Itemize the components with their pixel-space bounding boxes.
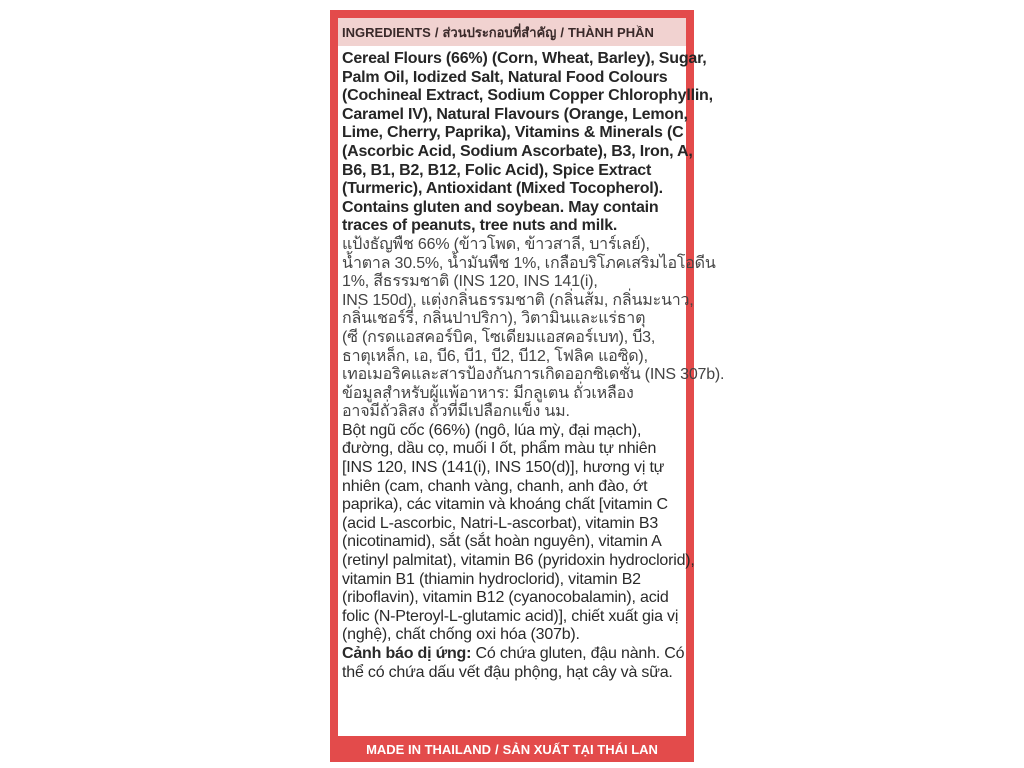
english-line: Palm Oil, Iodized Salt, Natural Food Colours <box>342 68 668 86</box>
vietnamese-line: đường, dầu cọ, muối I ốt, phẩm màu tự nhiên <box>342 440 657 458</box>
english-line: B6, B1, B2, B12, Folic Acid), Spice Extract <box>342 161 652 179</box>
vietnamese-line: (riboflavin), vitamin B12 (cyanocobalamin), acid <box>342 589 669 607</box>
thai-line: (ซี (กรดแอสคอร์บิค, โซเดียมแอสคอร์เบท), บี3, <box>342 328 656 346</box>
vietnamese-line: Bột ngũ cốc (66%) (ngô, lúa mỳ, đại mạch), <box>342 421 642 439</box>
thai-line: ธาตุเหล็ก, เอ, บี6, บี1, บี2, บี12, โฟลิค แอซิด), <box>342 347 648 365</box>
english-line: (Turmeric), Antioxidant (Mixed Tocopherol). <box>342 180 663 198</box>
thai-line: INS 150d), แต่งกลิ่นธรรมชาติ (กลิ่นส้ม, กลิ่นมะนาว, <box>342 291 694 309</box>
vietnamese-ingredients-block <box>342 421 695 682</box>
footer-origin-vi: SẢN XUẤT TẠI THÁI LAN <box>502 741 658 757</box>
vietnamese-line: (nghệ), chất chống oxi hóa (307b). <box>342 626 580 644</box>
header-title-en: INGREDIENTS <box>342 24 431 40</box>
english-line: Caramel IV), Natural Flavours (Orange, Lemon, <box>342 105 688 123</box>
thai-line: แป้งธัญพืช 66% (ข้าวโพด, ข้าวสาลี, บาร์เลย์), <box>342 235 650 253</box>
thai-line: 1%, สีธรรมชาติ (INS 120, INS 141(i), <box>342 273 598 291</box>
english-line: traces of peanuts, tree nuts and milk. <box>342 217 618 235</box>
english-line: Lime, Cherry, Paprika), Vitamins & Minerals (C <box>342 124 684 142</box>
header-title-th: ส่วนประกอบที่สำคัญ <box>442 24 557 40</box>
allergen-warning-line-1 <box>342 645 685 664</box>
footer-separator: / <box>495 741 499 757</box>
thai-line: อาจมีถั่วลิสง ถั่วที่มีเปลือกแข็ง นม. <box>342 403 570 421</box>
english-line: (Ascorbic Acid, Sodium Ascorbate), B3, Iron, A, <box>342 142 693 160</box>
header-title-vi: THÀNH PHẦN <box>567 24 654 40</box>
vietnamese-line: vitamin B1 (thiamin hydroclorid), vitamin B2 <box>342 570 641 588</box>
allergen-warning-text: Có chứa gluten, đậu nành. Có <box>475 645 685 662</box>
footer-origin-en: MADE IN THAILAND <box>366 741 492 757</box>
allergen-warning-line-2: thể có chứa dấu vết đậu phộng, hạt cây và sữa. <box>342 663 673 681</box>
thai-line: เทอเมอริคและสารป้องกันการเกิดออกซิเดชั่น (INS 307b). <box>342 366 725 384</box>
header-separator-1: / <box>434 24 439 40</box>
vietnamese-line: (nicotinamid), sắt (sắt hoàn nguyên), vitamin A <box>342 533 662 551</box>
thai-line: น้ำตาล 30.5%, น้ำมันพืช 1%, เกลือบริโภคเสริมไอโอดีน <box>342 254 716 272</box>
vietnamese-line: nhiên (cam, chanh vàng, chanh, anh đào, ớt <box>342 477 648 495</box>
english-line: Contains gluten and soybean. May contain <box>342 198 659 216</box>
ingredients-header <box>338 18 686 46</box>
header-separator-2: / <box>560 24 564 40</box>
vietnamese-line: paprika), các vitamin và khoáng chất [vitamin C <box>342 496 668 514</box>
vietnamese-line: (retinyl palmitat), vitamin B6 (pyridoxin hydroclorid), <box>342 552 695 570</box>
vietnamese-line: (acid L-ascorbic, Natri-L-ascorbat), vitamin B3 <box>342 514 659 532</box>
english-line: Cereal Flours (66%) (Corn, Wheat, Barley), Sugar, <box>342 50 707 67</box>
ingredients-label-panel <box>330 10 725 762</box>
english-ingredients-block <box>342 50 713 236</box>
ingredients-text-box <box>338 46 725 736</box>
english-line: (Cochineal Extract, Sodium Copper Chlorophyllin, <box>342 87 713 105</box>
thai-ingredients-block <box>342 235 725 422</box>
origin-footer <box>330 736 694 762</box>
vietnamese-line: [INS 120, INS (141(i), INS 150(d)], hương vị tự <box>342 459 665 477</box>
thai-line: กลิ่นเชอร์รี่, กลิ่นปาปริกา), วิตามินและแร่ธาตุ <box>342 310 646 328</box>
vietnamese-line: folic (N-Pteroyl-L-glutamic acid)], chiết xuất gia vị <box>342 607 679 625</box>
thai-line: ข้อมูลสำหรับผู้แพ้อาหาร: มีกลูเตน ถั่วเหลือง <box>342 384 634 402</box>
allergen-warning-label: Cảnh báo dị ứng: <box>342 645 472 662</box>
